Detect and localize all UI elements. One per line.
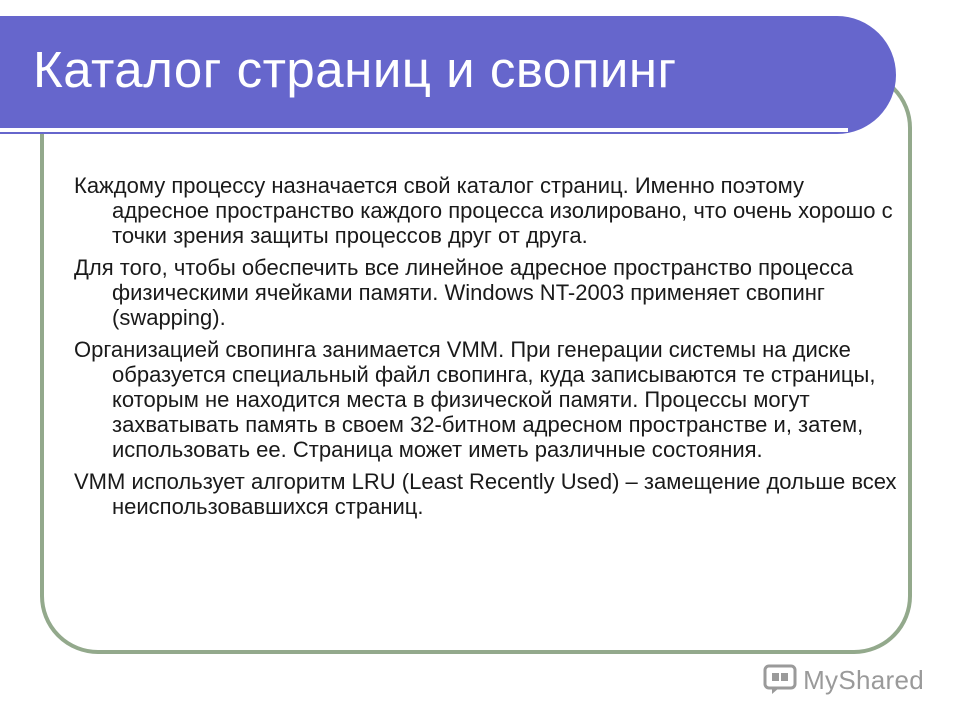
slide-body <box>74 173 904 526</box>
paragraph-page-directory: Каждому процессу назначается свой каталог страниц. Именно поэтому адресное пространство каждого процесса изолировано, что очень хорошо с точки зрения защиты процессов друг от друга. <box>74 173 893 248</box>
paragraph-lru: VMM использует алгоритм LRU (Least Recently Used) – замещение дольше всех неиспользовавшихся страниц. <box>74 469 897 519</box>
paragraph-vmm: Организацией свопинга занимается VMM. При генерации системы на диске образуется специальный файл свопинга, куда записываются те страницы, которым не находится места в физической памяти. Процессы могут захватывать память в своем 32-битном адресном пространстве и, затем, использовать ее. Страница может иметь различные состояния. <box>74 337 876 462</box>
title-underline <box>0 128 848 132</box>
myshared-logo-icon <box>763 664 797 696</box>
watermark-text: MyShared <box>803 664 924 695</box>
slide-title: Каталог страниц и свопинг <box>33 41 677 98</box>
watermark <box>763 664 924 696</box>
paragraph-swapping: Для того, чтобы обеспечить все линейное адресное пространство процесса физическими ячейками памяти. Windows NT-2003 применяет свопинг (swapping). <box>74 255 854 330</box>
